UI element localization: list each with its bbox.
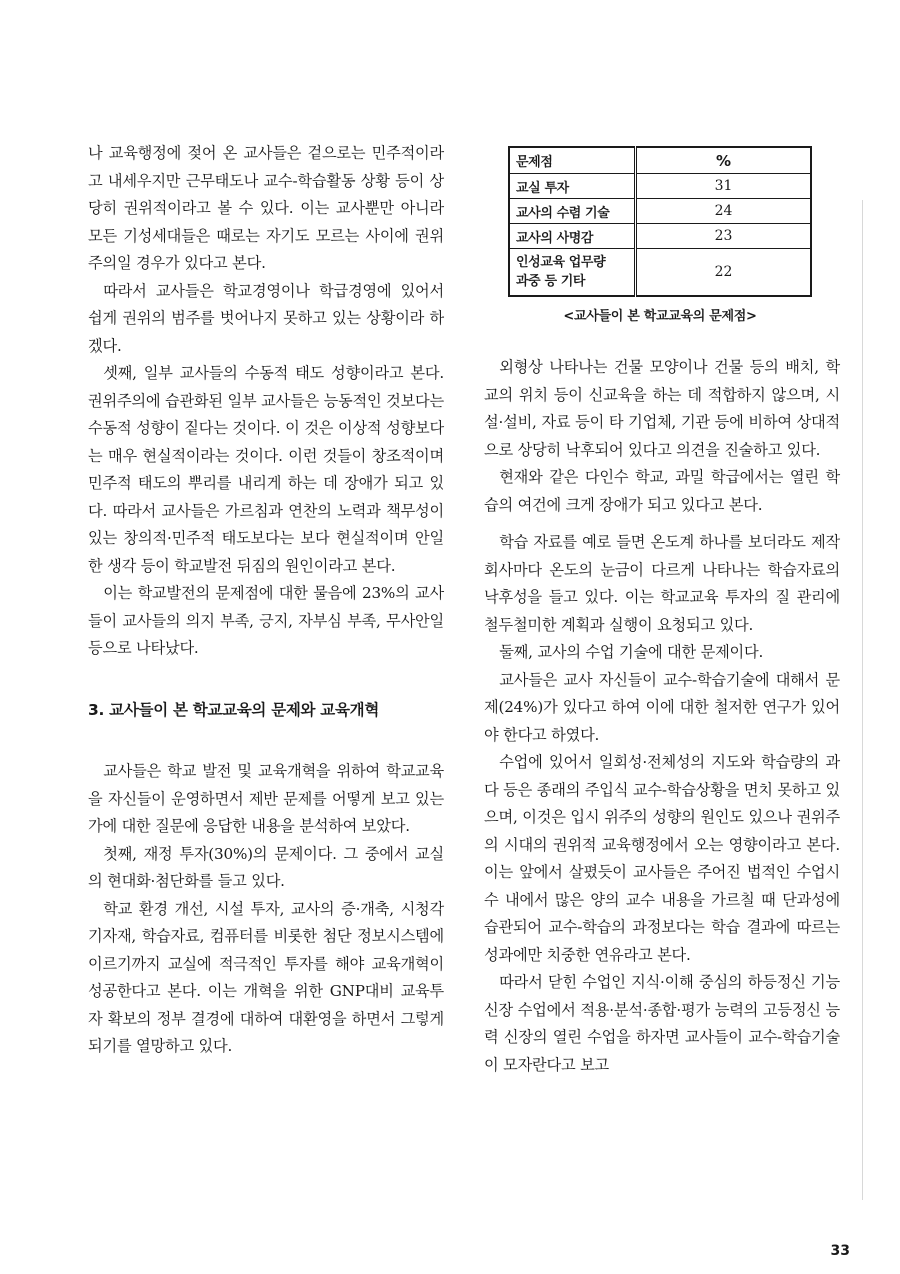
table-cell-pct: 22 <box>636 249 812 297</box>
table-cell-name: 교사의 수렴 기술 <box>509 199 636 224</box>
table-cell-name <box>509 249 636 297</box>
table-header-row <box>509 147 811 174</box>
table-cell-pct: 24 <box>636 199 812 224</box>
paragraph: 셋째, 일부 교사들의 수동적 태도 성향이라고 본다. 권위주의에 습관화된 일부 교사들은 능동적인 것보다는 수동적 성향이 짙다는 것이다. 이 것은 이상적 성향보다는 매우 현실적이라는 것이다. 이런 것들이 창조적이며 민주적 태도의 뿌리를 내리게 하는 데 장애가 되고 있다. 따라서 교사들은 가르침과 연찬의 노력과 책무성이 있는 창의적·민주적 태도보다는 보다 현실적이며 안일한 생각 등이 학교발전 뒤짐의 원인이라고 본다. <box>88 364 444 575</box>
table-row <box>509 199 811 224</box>
table-cell-pct: 31 <box>636 174 812 199</box>
paragraph: 이는 학교발전의 문제점에 대한 물음에 23%의 교사들이 교사들의 의지 부족, 긍지, 자부심 부족, 무사안일 등으로 나타났다. <box>88 584 444 657</box>
left-column <box>88 140 444 1061</box>
paragraph: 현재와 같은 다인수 학교, 과밀 학급에서는 열린 학습의 여건에 크게 장애가 되고 있다고 본다. <box>484 468 840 514</box>
table-row <box>509 174 811 199</box>
paragraph: 나 교육행정에 젖어 온 교사들은 겉으로는 민주적이라고 내세우지만 근무태도나 교수-학습활동 상황 등이 상당히 권위적이라고 볼 수 있다. 이는 교사뿐만 아니라 모든 기성세대들은 때로는 자기도 모르는 사이에 권위주의일 경우가 있다고 본다. <box>88 144 444 272</box>
problem-table-block <box>508 146 812 324</box>
scan-edge-line <box>862 200 863 1200</box>
section-heading: 3. 교사들이 본 학교교육의 문제와 교육개혁 <box>88 700 379 719</box>
table-cell-pct: 23 <box>636 224 812 249</box>
table-caption: <교사들이 본 학교교육의 문제점> <box>563 309 757 324</box>
paragraph: 둘째, 교사의 수업 기술에 대한 문제이다. <box>499 643 764 661</box>
table-row <box>509 249 811 297</box>
paragraph: 교사들은 학교 발전 및 교육개혁을 위하여 학교교육을 자신들이 운영하면서 제반 문제를 어떻게 보고 있는가에 대한 질문에 응답한 내용을 분석하여 보았다. <box>88 762 444 835</box>
table-cell-name: 교실 투자 <box>509 174 636 199</box>
paragraph: 따라서 교사들은 학교경영이나 학급경영에 있어서 쉽게 권위의 범주를 벗어나지 못하고 있는 상황이라 하겠다. <box>88 281 444 355</box>
paragraph: 외형상 나타나는 건물 모양이나 건물 등의 배치, 학교의 위치 등이 신교육을 하는 데 적합하지 않으며, 시설·설비, 자료 등이 타 기업체, 기관 등에 비하여 상대적으로 상당히 낙후되어 있다고 의견을 진술하고 있다. <box>484 358 840 459</box>
paragraph: 학습 자료를 예로 들면 온도계 하나를 보더라도 제작 회사마다 온도의 눈금이 다르게 나타나는 학습자료의 낙후성을 들고 있다. 이는 학교교육 투자의 질 관리에 철두철미한 계획과 실행이 요청되고 있다. <box>484 533 840 634</box>
paragraph: 학교 환경 개선, 시설 투자, 교사의 증·개축, 시청각 기자재, 학습자료, 컴퓨터를 비롯한 첨단 정보시스템에 이르기까지 교실에 적극적인 투자를 해야 교육개혁이 성공한다고 본다. 이는 개혁을 위한 GNP대비 교육투자 확보의 정부 결경에 대하여 대환영을 하면서 그렇게 되기를 열망하고 있다. <box>88 899 444 1055</box>
table-cell-name-line: 인성교육 업무량 <box>516 255 606 270</box>
paragraph: 따라서 닫힌 수업인 지식·이해 중심의 하등정신 기능 신장 수업에서 적용·분석·종합·평가 능력의 고등정신 능력 신장의 열린 수업을 하자면 교사들이 교수-학습기술이 모자란다고 보고 <box>484 973 840 1074</box>
table-header-pct: % <box>636 147 812 174</box>
paragraph: 첫째, 재정 투자(30%)의 문제이다. 그 중에서 교실의 현대화·첨단화를 들고 있다. <box>88 844 444 890</box>
problem-table <box>508 146 812 297</box>
paragraph: 교사들은 교사 자신들이 교수-학습기술에 대해서 문제(24%)가 있다고 하여 이에 대한 철저한 연구가 있어야 한다고 하였다. <box>484 670 840 744</box>
paragraph: 수업에 있어서 일회성·전체성의 지도와 학습량의 과다 등은 종래의 주입식 교수-학습상황을 면치 못하고 있으며, 이것은 입시 위주의 성향의 원인도 있으나 권위주의 시대의 권위적 교육행정에서 오는 영향이라고 본다. 이는 앞에서 살폈듯이 교사들은 주어진 법적인 수업시수 내에서 많은 양의 교수 내용을 가르칠 때 단과성에 습관되어 교수-학습의 과정보다는 학습 결과에 따르는 성과에만 치중한 연유라고 본다. <box>484 753 840 964</box>
table-row <box>509 224 811 249</box>
page-number: 33 <box>830 1243 850 1259</box>
table-cell-name-line: 과중 등 기타 <box>516 274 586 289</box>
right-column <box>484 354 840 1079</box>
table-header-name: 문제점 <box>509 147 636 174</box>
table-cell-name: 교사의 사명감 <box>509 224 636 249</box>
